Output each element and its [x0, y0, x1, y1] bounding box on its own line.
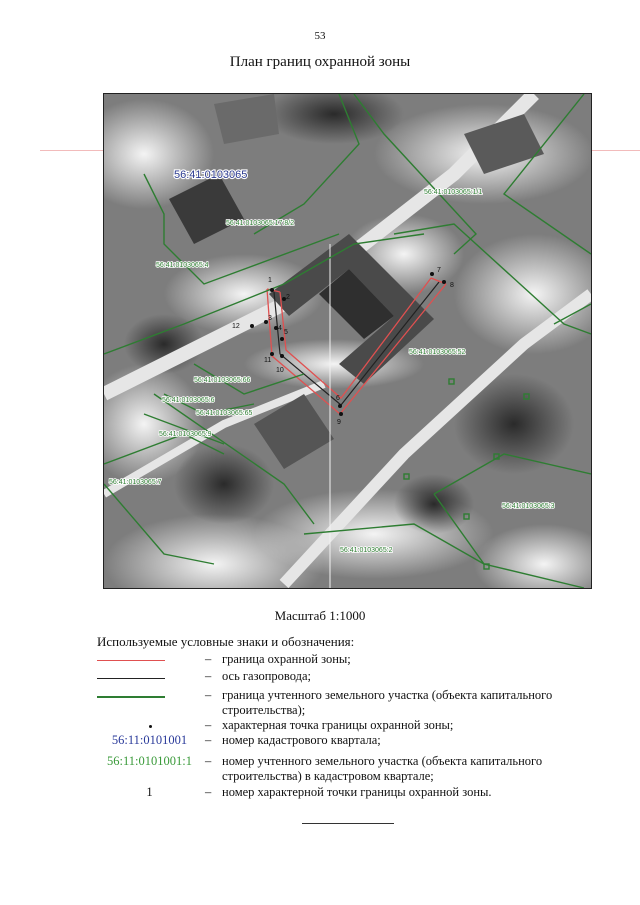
parcel-number-symbol: 56:11:0101001:1 [107, 754, 192, 768]
parcel-label: 56:41:0103065:52 [409, 349, 466, 356]
legend-text: номер характерной точки границы охранной зоны. [222, 785, 492, 799]
map-scale: Масштаб 1:1000 [274, 608, 366, 623]
point-label-6: 6 [336, 395, 340, 402]
parcel-label: 56:41:0103065:3 [502, 503, 555, 510]
aerial-map [103, 93, 592, 589]
parcel-label: 56:41:0103065:17:8/2 [226, 220, 295, 227]
page-title: План границ охранной зоны [229, 54, 411, 70]
point-number-symbol: 1 [146, 785, 153, 799]
point-label-1: 1 [268, 277, 272, 284]
legend-text: номер учтенного земельного участка (объекта капитального строительства) в кадастровом квартале; [222, 754, 543, 783]
boundary-point-11 [270, 352, 274, 356]
parcel-label: 56:41:0103065:2 [340, 547, 393, 554]
legend-text: ось газопровода; [222, 669, 312, 683]
parcel-label: 56:41:0103065:65 [196, 410, 253, 417]
legend-dash: – [205, 688, 212, 702]
point-label-7: 7 [437, 267, 441, 274]
parcel-label: 56:41:0103065:4 [156, 262, 209, 269]
legend-text: характерная точка границы охранной зоны; [222, 718, 454, 732]
legend-heading: Используемые условные знаки и обозначения: [97, 634, 355, 649]
boundary-point-9 [339, 412, 343, 416]
point-label-4: 4 [278, 325, 282, 332]
parcel-boundary-symbol [97, 696, 165, 698]
zone-boundary-symbol [97, 660, 165, 661]
legend-text: граница охранной зоны; [222, 652, 351, 666]
parcel-label: 56:41:0103065:7 [109, 479, 162, 486]
boundary-point-12 [250, 324, 254, 328]
quarter-label: 56:41:0103065 [174, 169, 248, 181]
legend-dash: – [205, 754, 212, 768]
gas-axis-symbol [97, 678, 165, 679]
legend-dash: – [205, 785, 212, 799]
legend-dash: – [205, 733, 212, 747]
legend-text: номер кадастрового квартала; [222, 733, 381, 747]
point-label-3: 3 [268, 315, 272, 322]
legend-text: граница учтенного земельного участка (объекта капитального строительства); [222, 688, 553, 717]
parcel-label: 56:41:0103065:6 [162, 397, 215, 404]
map-canvas [104, 94, 591, 588]
boundary-point-1 [270, 288, 274, 292]
boundary-point-10 [280, 354, 284, 358]
quarter-number-symbol: 56:11:0101001 [111, 733, 188, 747]
boundary-point-6 [338, 404, 342, 408]
point-label-5: 5 [284, 329, 288, 336]
boundary-point-8 [442, 280, 446, 284]
point-label-12: 12 [232, 323, 240, 330]
legend-dash: – [205, 718, 212, 732]
parcel-label: 56:41:0103065:1/1 [424, 189, 483, 196]
point-label-8: 8 [450, 282, 454, 289]
point-label-9: 9 [337, 419, 341, 426]
parcel-label: 56:41:0103065:66 [194, 377, 251, 384]
point-label-10: 10 [276, 367, 284, 374]
page-number: 53 [314, 30, 326, 42]
boundary-point-5 [280, 337, 284, 341]
footer-rule [302, 823, 394, 824]
parcel-label: 56:41:0103065:9 [159, 431, 212, 438]
legend-dash: – [205, 652, 212, 666]
legend-dash: – [205, 669, 212, 683]
boundary-point-symbol [149, 725, 152, 728]
point-label-11: 11 [264, 357, 272, 364]
point-label-2: 2 [286, 294, 290, 301]
boundary-point-7 [430, 272, 434, 276]
